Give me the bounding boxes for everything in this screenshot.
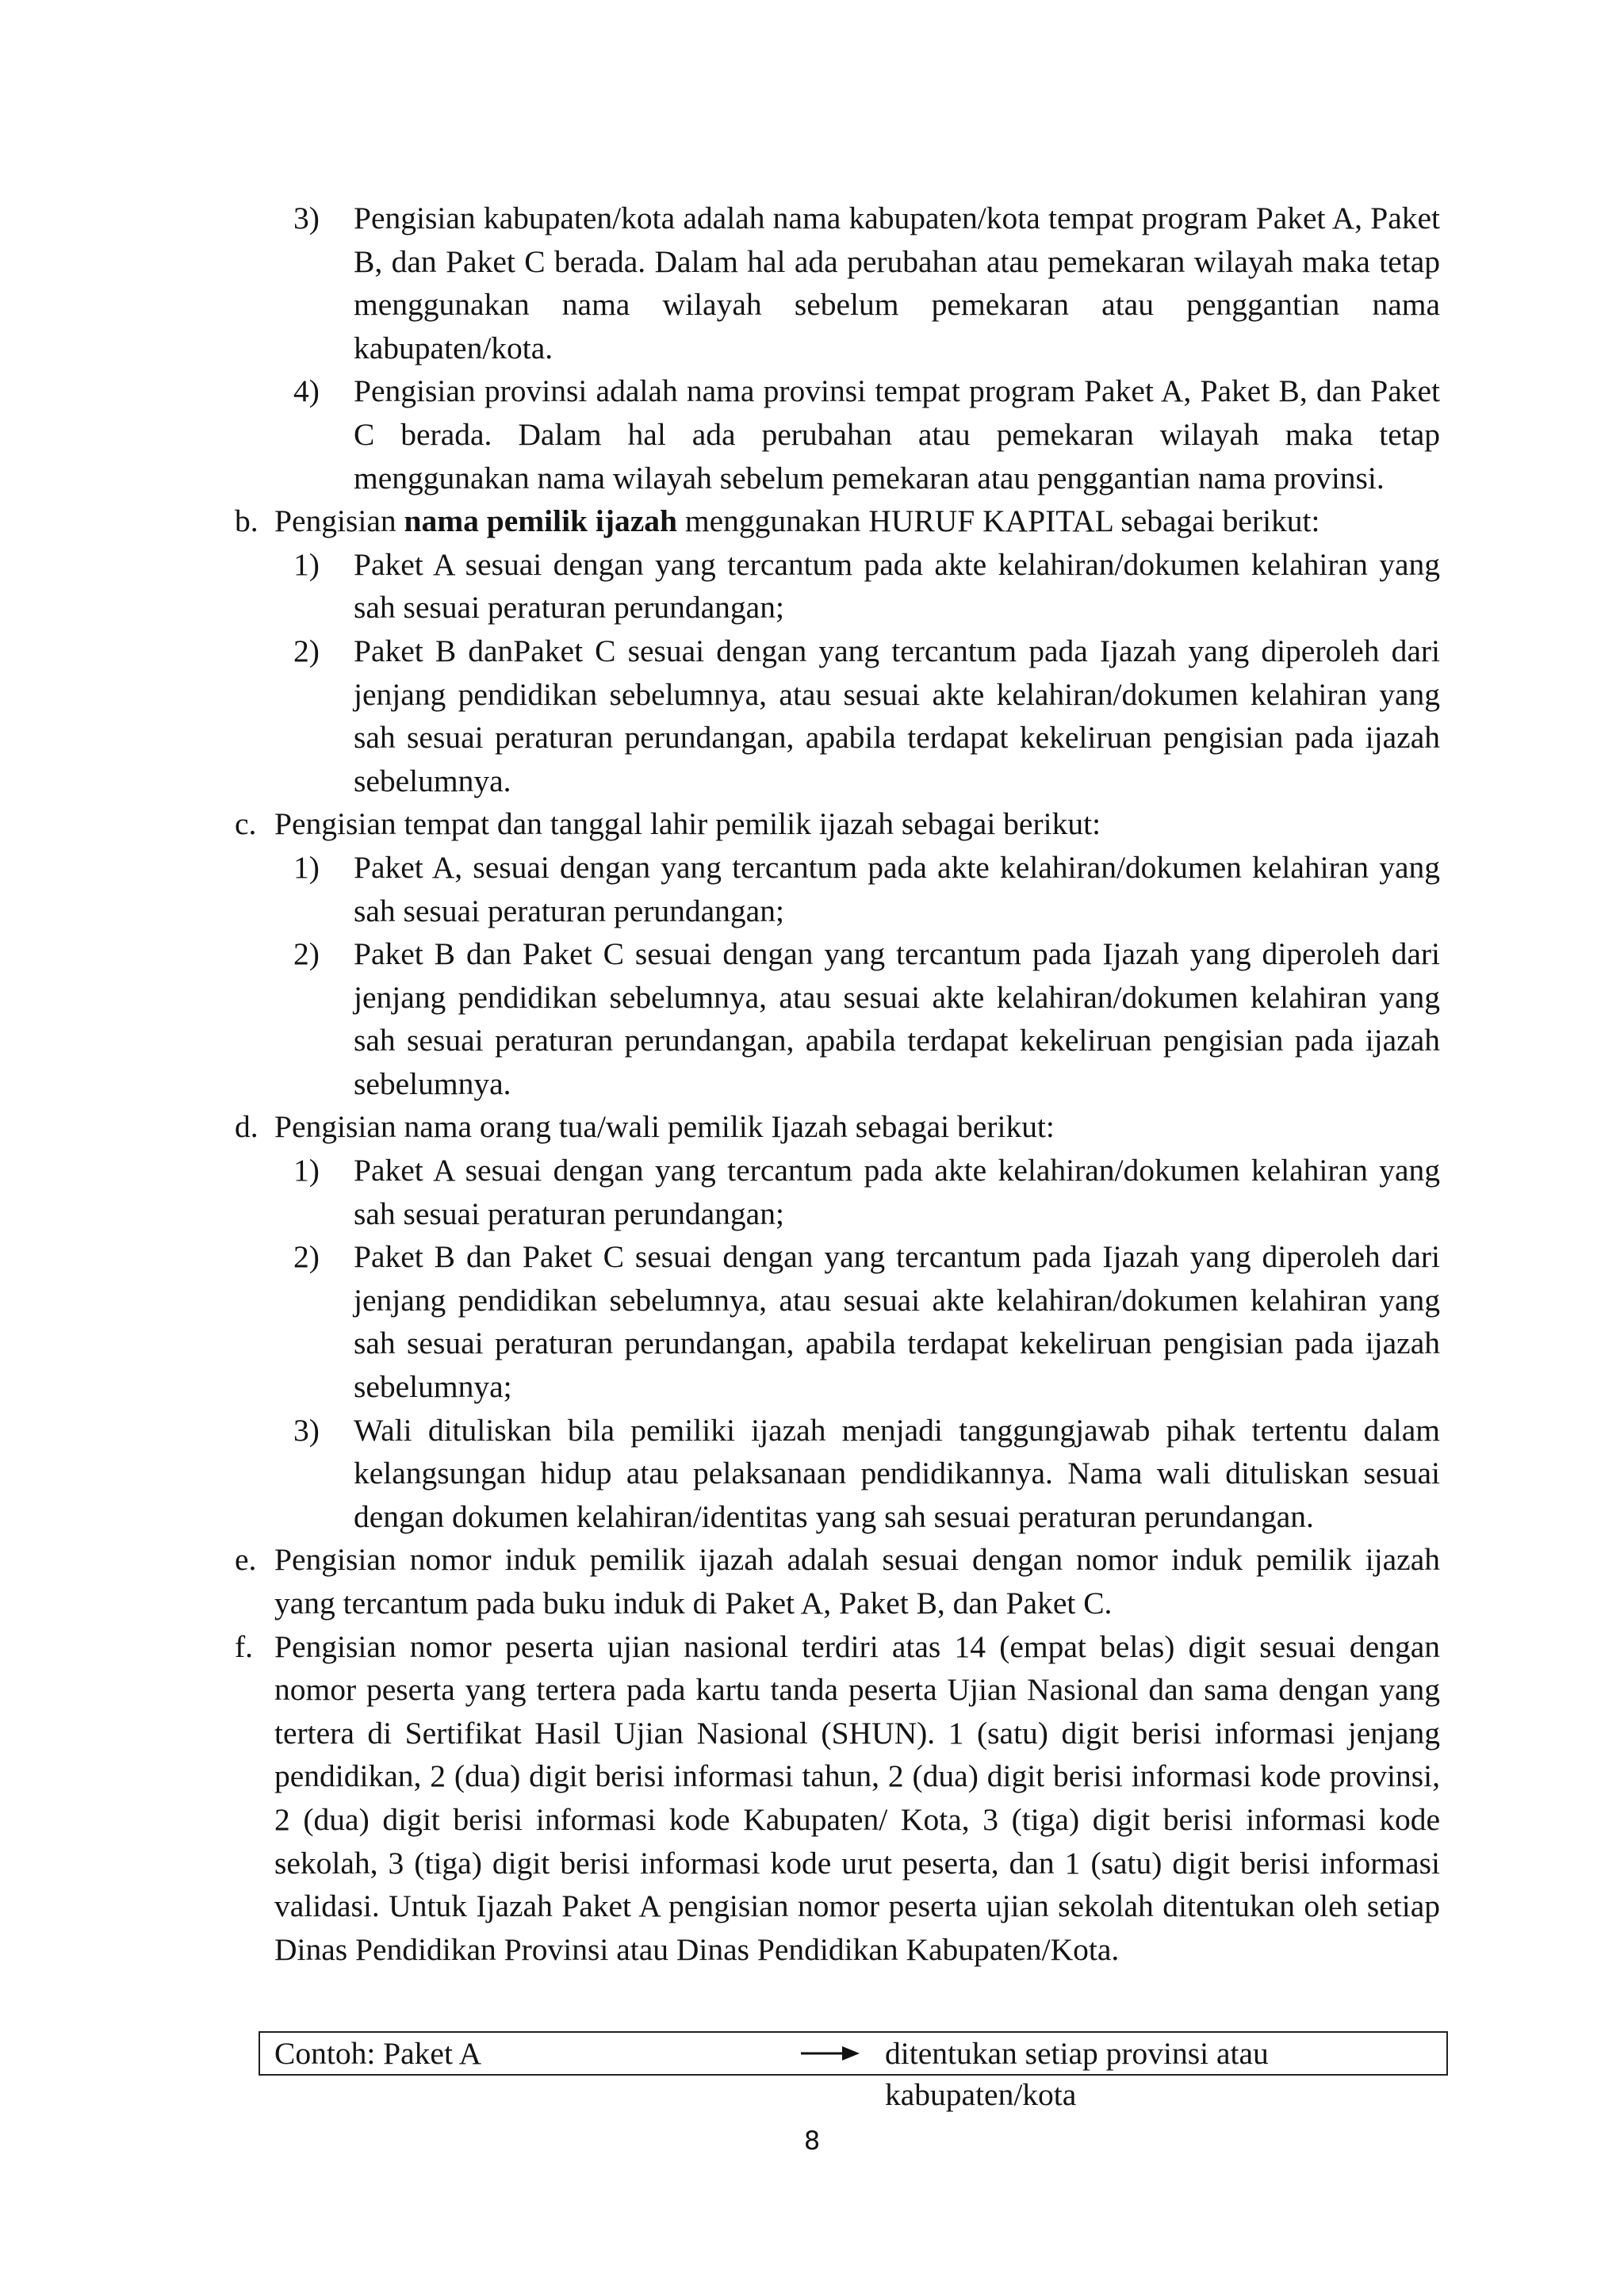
- list-item-d1: [293, 1149, 1440, 1235]
- section-letter: f.: [235, 1628, 254, 1664]
- item-text: Paket A sesuai dengan yang tercantum pada akte kelahiran/dokumen kelahiran yang sah sesuai peraturan perundangan;: [354, 546, 1440, 626]
- section-text-post: menggunakan HURUF KAPITAL sebagai berikut:: [677, 503, 1320, 539]
- page-content: [235, 197, 1440, 1971]
- item-text: Paket B danPaket C sesuai dengan yang tercantum pada Ijazah yang diperoleh dari jenjang pendidikan sebelumnya, atau sesuai akte kelahiran/dokumen kelahiran yang sah sesuai peraturan perundangan, apabila terdapat kekeliruan pengisian pada ijazah sebelumnya.: [354, 633, 1440, 798]
- right-arrow-icon: [801, 2044, 860, 2063]
- section-text: [274, 499, 1440, 543]
- section-c: [235, 802, 1440, 846]
- item-number: 1): [293, 1153, 320, 1188]
- section-text: Pengisian nama orang tua/wali pemilik Ijazah sebagai berikut:: [274, 1109, 1055, 1145]
- item-number: 2): [293, 633, 320, 668]
- list-item-4: [293, 369, 1440, 499]
- item-text: Pengisian provinsi adalah nama provinsi tempat program Paket A, Paket B, dan Paket C berada. Dalam hal ada perubahan atau pemekaran wilayah maka tetap menggunakan nama wilayah sebelum pemekaran atau penggantian nama provinsi.: [354, 373, 1440, 496]
- item-number: 1): [293, 849, 320, 885]
- list-item-d2: [293, 1235, 1440, 1408]
- section-text: Pengisian nomor peserta ujian nasional terdiri atas 14 (empat belas) digit sesuai dengan nomor peserta yang tertera pada kartu tanda peserta Ujian Nasional dan sama dengan yang tertera di Sertifikat Hasil Ujian Nasional (SHUN). 1 (satu) digit berisi informasi jenjang pendidikan, 2 (dua) digit berisi informasi tahun, 2 (dua) digit berisi informasi kode provinsi, 2 (dua) digit berisi informasi kode Kabupaten/ Kota, 3 (tiga) digit berisi informasi kode sekolah, 3 (tiga) digit berisi informasi kode urut peserta, dan 1 (satu) digit berisi informasi validasi. Untuk Ijazah Paket A pengisian nomor peserta ujian sekolah ditentukan oleh setiap Dinas Pendidikan Provinsi atau Dinas Pendidikan Kabupaten/Kota.: [274, 1628, 1440, 1967]
- item-number: 4): [293, 373, 320, 409]
- item-text: Pengisian kabupaten/kota adalah nama kabupaten/kota tempat program Paket A, Paket B, dan Paket C berada. Dalam hal ada perubahan atau pemekaran wilayah maka tetap menggunakan nama wilayah sebelum pemekaran atau penggantian nama kabupaten/kota.: [354, 201, 1440, 365]
- section-e: [235, 1538, 1440, 1624]
- section-letter: e.: [235, 1542, 257, 1578]
- section-letter: d.: [235, 1109, 259, 1145]
- item-number: 2): [293, 936, 320, 972]
- section-text-bold: nama pemilik ijazah: [404, 503, 678, 539]
- section-d: [235, 1105, 1440, 1149]
- item-text: Paket B dan Paket C sesuai dengan yang tercantum pada Ijazah yang diperoleh dari jenjang pendidikan sebelumnya, atau sesuai akte kelahiran/dokumen kelahiran yang sah sesuai peraturan perundangan, apabila terdapat kekeliruan pengisian pada ijazah sebelumnya;: [354, 1239, 1440, 1405]
- section-letter: c.: [235, 806, 257, 842]
- item-number: 1): [293, 546, 320, 582]
- item-number: 3): [293, 201, 320, 235]
- example-label: Contoh: Paket A: [274, 2036, 482, 2071]
- page-number: 8: [803, 2126, 821, 2156]
- section-text-pre: Pengisian: [274, 503, 404, 539]
- list-item-b1: [293, 543, 1440, 629]
- item-text: Wali dituliskan bila pemiliki ijazah menjadi tanggungjawab pihak tertentu dalam kelangsungan hidup atau pelaksanaan pendidikannya. Nama wali dituliskan sesuai dengan dokumen kelahiran/identitas yang sah sesuai peraturan perundangan.: [354, 1412, 1440, 1534]
- section-f: [235, 1625, 1440, 1972]
- list-item-c1: [293, 846, 1440, 932]
- section-b: [235, 499, 1440, 543]
- section-text: Pengisian tempat dan tanggal lahir pemilik ijazah sebagai berikut:: [274, 806, 1101, 842]
- section-letter: b.: [235, 503, 259, 539]
- item-number: 2): [293, 1239, 320, 1275]
- section-text: Pengisian nomor induk pemilik ijazah adalah sesuai dengan nomor induk pemilik ijazah yang tercantum pada buku induk di Paket A, Paket B, dan Paket C.: [274, 1542, 1440, 1621]
- item-text: Paket A sesuai dengan yang tercantum pada akte kelahiran/dokumen kelahiran yang sah sesuai peraturan perundangan;: [354, 1153, 1440, 1231]
- item-text: Paket A, sesuai dengan yang tercantum pada akte kelahiran/dokumen kelahiran yang sah sesuai peraturan perundangan;: [354, 849, 1440, 928]
- list-item-d3: [293, 1409, 1440, 1539]
- list-item-b2: [293, 629, 1440, 802]
- list-item-c2: [293, 932, 1440, 1105]
- item-number: 3): [293, 1412, 320, 1448]
- example-box: [259, 2031, 1448, 2112]
- example-value: ditentukan setiap provinsi atau kabupaten/kota: [885, 2036, 1269, 2112]
- item-text: Paket B dan Paket C sesuai dengan yang tercantum pada Ijazah yang diperoleh dari jenjang pendidikan sebelumnya, atau sesuai akte kelahiran/dokumen kelahiran yang sah sesuai peraturan perundangan, apabila terdapat kekeliruan pengisian pada ijazah sebelumnya.: [354, 936, 1440, 1101]
- list-item-3: [293, 197, 1440, 369]
